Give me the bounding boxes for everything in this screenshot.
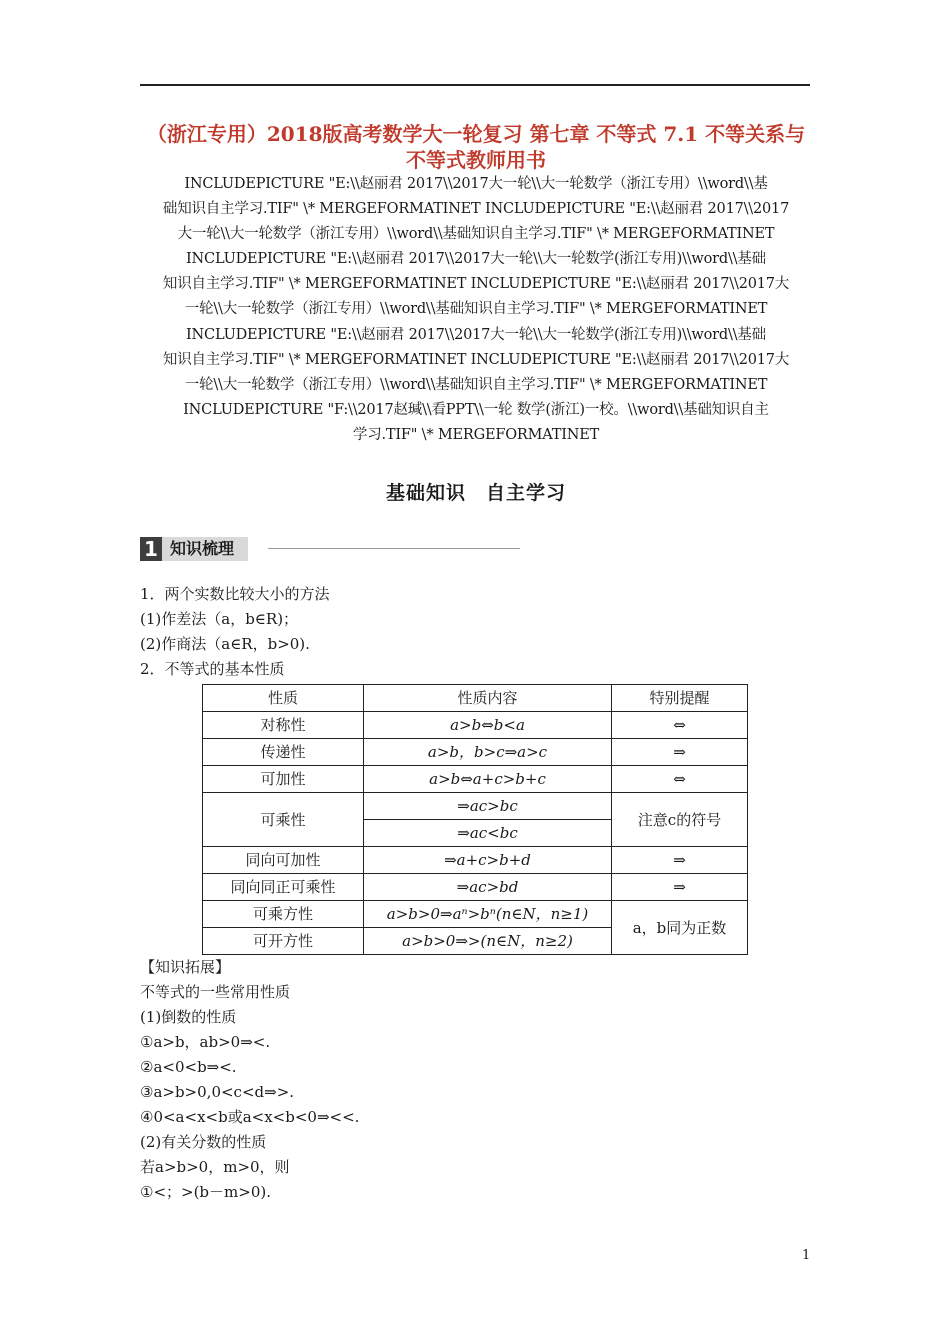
section-badge xyxy=(140,537,248,561)
table-row xyxy=(203,793,748,820)
document-title: （浙江专用）2018版高考数学大一轮复习 第七章 不等式 7.1 不等关系与不等式教师用书 xyxy=(146,122,806,172)
property-content: a>b⇔a+c>b+c xyxy=(364,766,612,793)
table-header: 性质内容 xyxy=(364,685,612,712)
include-line: 知识自主学习.TIF" \* MERGEFORMATINET INCLUDEPICTURE "E:\\赵丽君 2017\\2017大 xyxy=(162,276,790,293)
badge-label: 知识梳理 xyxy=(162,537,248,561)
body-line: ③a>b>0,0<c<d⇒>. xyxy=(140,1083,295,1101)
property-content: ⇒a+c>b+d xyxy=(364,847,612,874)
table-row xyxy=(203,874,748,901)
property-name: 可乘方性 xyxy=(203,901,364,928)
body-line: ④0<a<x<b或a<x<b<0⇒<<. xyxy=(140,1108,360,1126)
property-content: a>b⇔b<a xyxy=(364,712,612,739)
property-content: ⇒ac>bc xyxy=(364,793,612,820)
table-row xyxy=(203,847,748,874)
body-line: 2．不等式的基本性质 xyxy=(140,660,285,678)
property-content: a>b>0⇒aⁿ>bⁿ(n∈N，n≥1) xyxy=(364,901,612,928)
include-line: 一轮\\大一轮数学（浙江专用）\\word\\基础知识自主学习.TIF" \* MERGEFORMATINET xyxy=(184,301,768,318)
include-field-codes xyxy=(140,172,812,448)
body-line: (2)有关分数的性质 xyxy=(140,1133,267,1151)
body-line: ①a>b，ab>0⇒<. xyxy=(140,1033,271,1051)
inequality-properties-table xyxy=(202,684,748,955)
include-line: INCLUDEPICTURE "E:\\赵丽君 2017\\2017大一轮\\大一轮数学(浙江专用)\\word\\基础 xyxy=(186,251,766,268)
property-note: 注意c的符号 xyxy=(612,793,748,847)
body-line: 1．两个实数比较大小的方法 xyxy=(140,585,330,603)
property-note: ⇒ xyxy=(612,847,748,874)
property-content: a>b>0⇒>(n∈N，n≥2) xyxy=(364,928,612,955)
body-line: ②a<0<b⇒<. xyxy=(140,1058,237,1076)
body-line: 【知识拓展】 xyxy=(140,958,231,976)
include-line: 础知识自主学习.TIF" \* MERGEFORMATINET INCLUDEPICTURE "E:\\赵丽君 2017\\2017 xyxy=(162,201,790,218)
property-name: 传递性 xyxy=(203,739,364,766)
table-row xyxy=(203,766,748,793)
section-heading: 基础知识 自主学习 xyxy=(385,482,566,504)
property-name: 同向同正可乘性 xyxy=(203,874,364,901)
header-rule xyxy=(140,84,810,86)
body-line: (1)作差法（a，b∈R)； xyxy=(140,610,299,628)
property-note: ⇔ xyxy=(612,766,748,793)
property-name: 可乘性 xyxy=(203,793,364,847)
property-name: 同向可加性 xyxy=(203,847,364,874)
property-content: ⇒ac>bd xyxy=(364,874,612,901)
include-line: INCLUDEPICTURE "F:\\2017赵瑊\\看PPT\\一轮 数学(浙江)一校。\\word\\基础知识自主 xyxy=(183,401,769,418)
include-line: INCLUDEPICTURE "E:\\赵丽君 2017\\2017大一轮\\大一轮数学(浙江专用)\\word\\基础 xyxy=(186,326,766,343)
include-line: 一轮\\大一轮数学（浙江专用）\\word\\基础知识自主学习.TIF" \* MERGEFORMATINET xyxy=(184,376,768,393)
body-line: 不等式的一些常用性质 xyxy=(140,983,291,1001)
intro-text xyxy=(140,582,330,682)
property-note: ⇒ xyxy=(612,739,748,766)
badge-divider xyxy=(268,548,520,549)
property-name: 对称性 xyxy=(203,712,364,739)
table-header: 性质 xyxy=(203,685,364,712)
table-header-row xyxy=(203,685,748,712)
include-line: 大一轮\\大一轮数学（浙江专用）\\word\\基础知识自主学习.TIF" \* MERGEFORMATINET xyxy=(177,226,775,243)
property-name: 可开方性 xyxy=(203,928,364,955)
table-row xyxy=(203,712,748,739)
property-note: ⇔ xyxy=(612,712,748,739)
table-row xyxy=(203,901,748,928)
include-line: 知识自主学习.TIF" \* MERGEFORMATINET INCLUDEPICTURE "E:\\赵丽君 2017\\2017大 xyxy=(162,351,790,368)
table-row xyxy=(203,739,748,766)
body-line: ①<；>(b－m>0). xyxy=(140,1183,271,1201)
body-line: (2)作商法（a∈R，b>0). xyxy=(140,635,310,653)
body-line: 若a>b>0，m>0，则 xyxy=(140,1158,290,1176)
property-content: ⇒ac<bc xyxy=(364,820,612,847)
property-note: a，b同为正数 xyxy=(612,901,748,955)
body-line: (1)倒数的性质 xyxy=(140,1008,237,1026)
include-line: INCLUDEPICTURE "E:\\赵丽君 2017\\2017大一轮\\大一轮数学（浙江专用）\\word\\基 xyxy=(184,176,768,192)
property-name: 可加性 xyxy=(203,766,364,793)
property-note: ⇒ xyxy=(612,874,748,901)
table-header: 特别提醒 xyxy=(612,685,748,712)
page-number: 1 xyxy=(802,1248,811,1263)
include-line: 学习.TIF" \* MERGEFORMATINET xyxy=(352,426,600,443)
property-content: a>b，b>c⇒a>c xyxy=(364,739,612,766)
knowledge-extension xyxy=(140,955,359,1205)
badge-number: 1 xyxy=(140,537,162,561)
